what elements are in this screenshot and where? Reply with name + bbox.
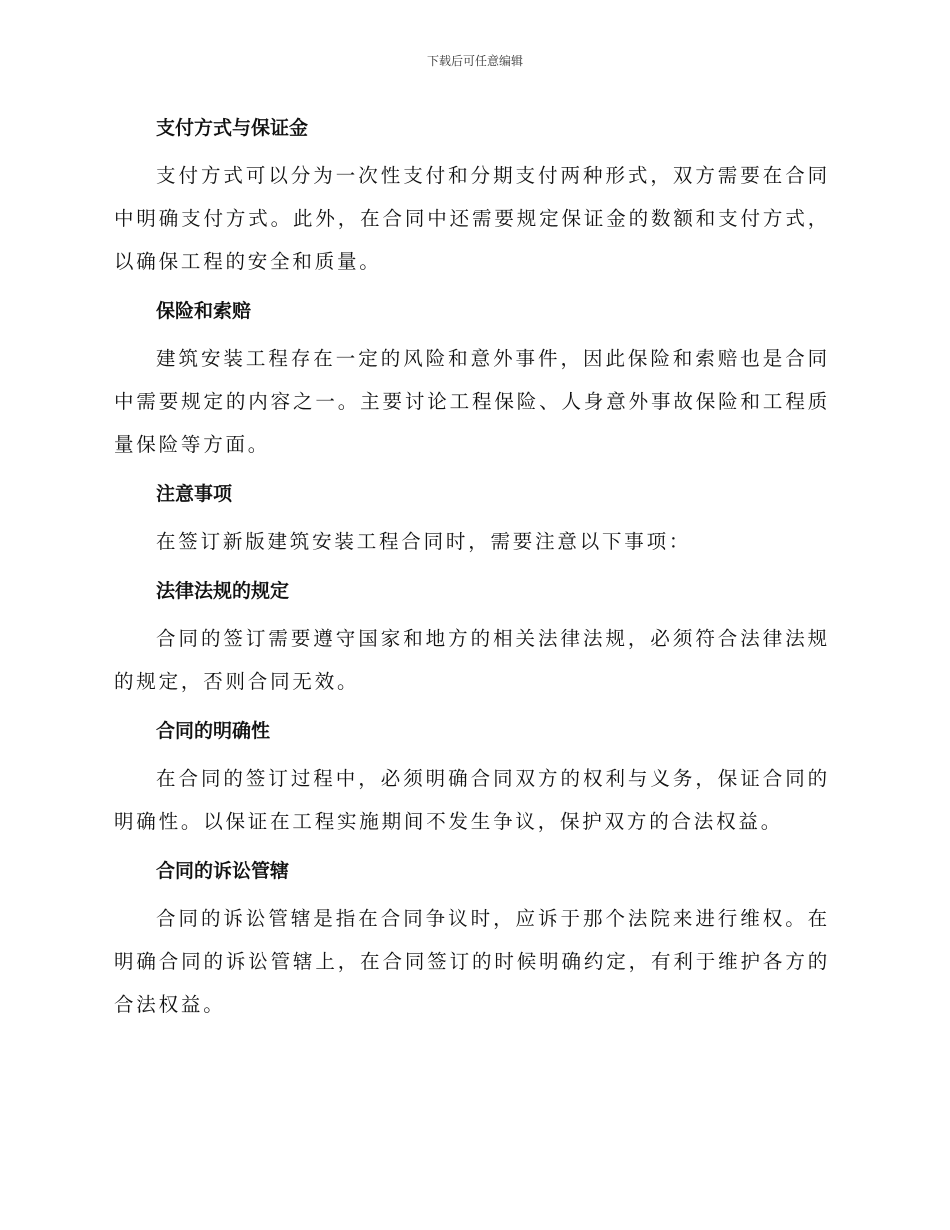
section-heading: 合同的诉讼管辖 [156, 860, 290, 882]
section-heading: 法律法规的规定 [156, 580, 290, 602]
section-notes [114, 474, 830, 563]
section-paragraph: 支付方式可以分为一次性支付和分期支付两种形式，双方需要在合同中明确支付方式。此外，在合同中还需要规定保证金的数额和支付方式，以确保工程的安全和质量。 [114, 164, 830, 273]
section-heading: 合同的明确性 [156, 720, 271, 742]
section-payment [114, 108, 830, 283]
section-paragraph: 在签订新版建筑安装工程合同时，需要注意以下事项： [156, 530, 692, 553]
section-heading: 保险和索赔 [156, 300, 252, 322]
section-heading: 支付方式与保证金 [156, 117, 309, 139]
page-header: 下载后可任意编辑 [426, 54, 523, 68]
section-paragraph: 合同的签订需要遵守国家和地方的相关法律法规，必须符合法律法规的规定，否则合同无效。 [114, 627, 830, 693]
document-body [114, 108, 830, 1026]
section-jurisdiction [114, 851, 830, 1026]
section-clarity [114, 711, 830, 843]
section-paragraph: 在合同的签订过程中，必须明确合同双方的权利与义务，保证合同的明确性。以保证在工程实施期间不发生争议，保护双方的合法权益。 [114, 767, 830, 833]
section-insurance [114, 291, 830, 466]
section-law [114, 571, 830, 703]
section-paragraph: 建筑安装工程存在一定的风险和意外事件，因此保险和索赔也是合同中需要规定的内容之一。主要讨论工程保险、人身意外事故保险和工程质量保险等方面。 [114, 347, 830, 456]
section-paragraph: 合同的诉讼管辖是指在合同争议时，应诉于那个法院来进行维权。在明确合同的诉讼管辖上，在合同签订的时候明确约定，有利于维护各方的合法权益。 [114, 907, 830, 1016]
section-heading: 注意事项 [156, 483, 233, 505]
